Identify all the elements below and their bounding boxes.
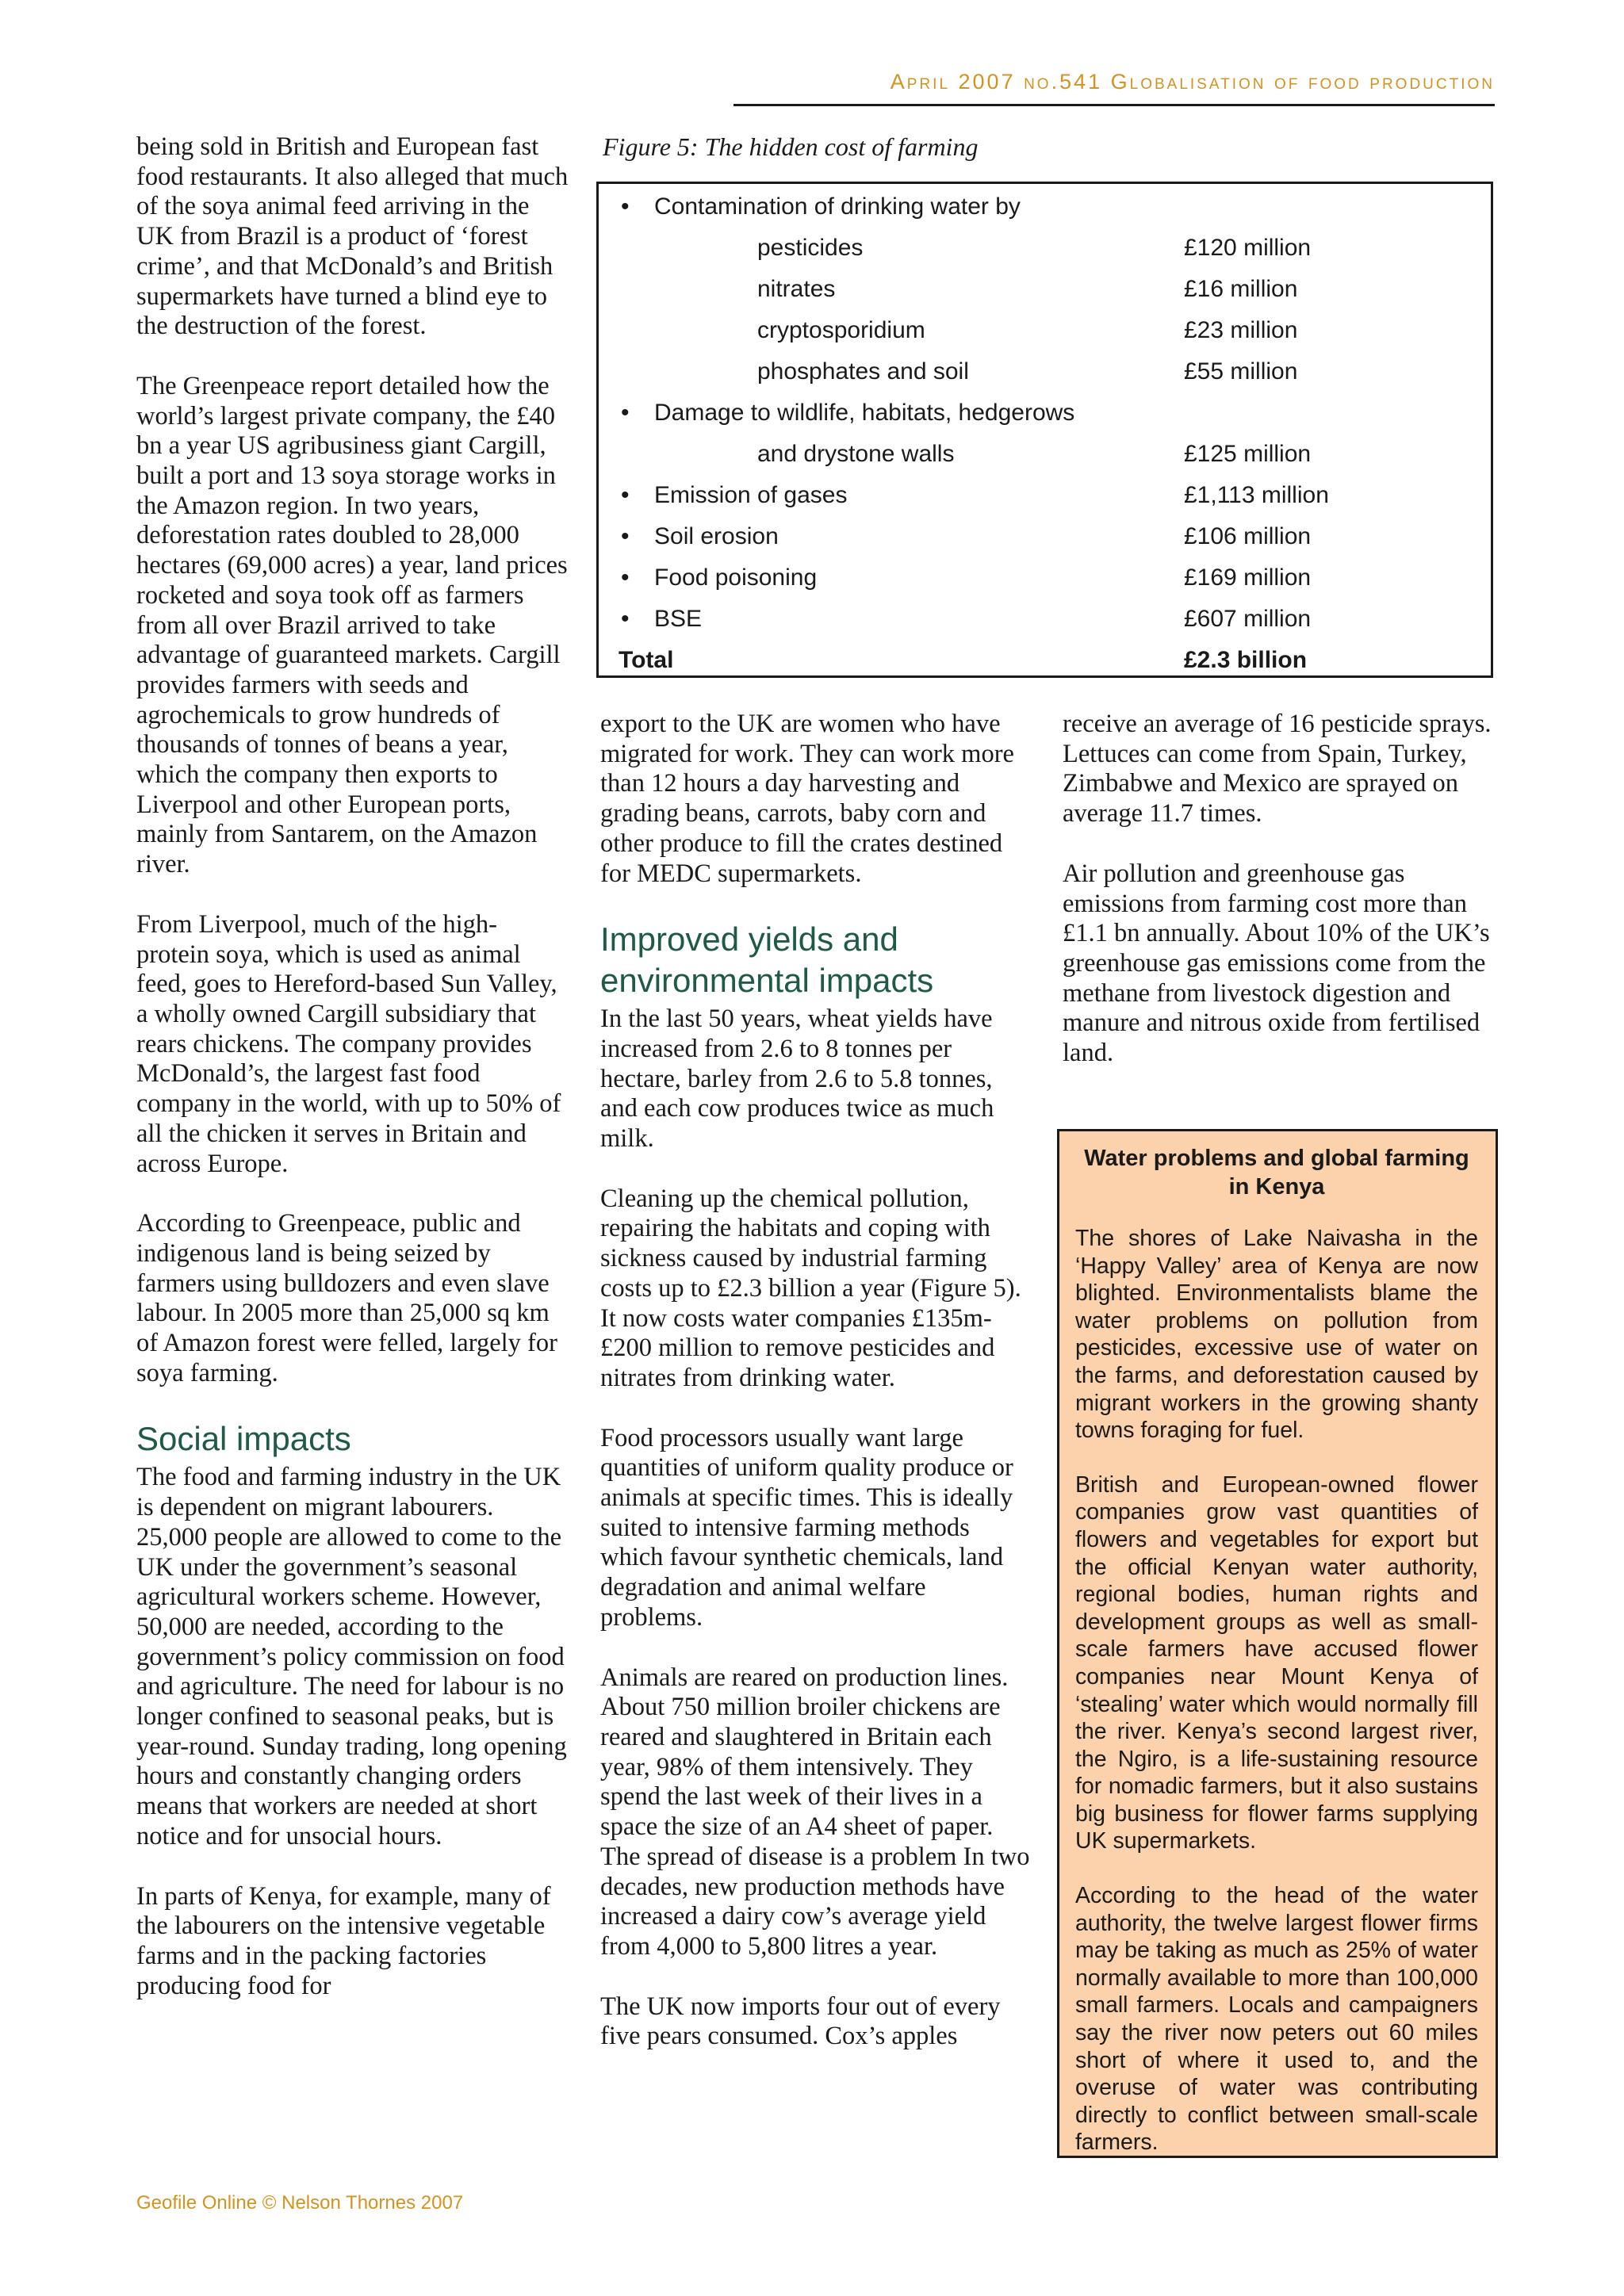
figure-total-amount: £2.3 billion bbox=[1184, 647, 1308, 673]
social-impacts-heading: Social impacts bbox=[136, 1420, 351, 1458]
col2-paragraph-4: Food processors usually want large quantities of uniform quality produce or animals at specific times. This is ideally suited to intensive farming methods which favour synthetic chemicals, land degradation and animal welfare problems. bbox=[600, 1423, 1013, 1632]
col3-paragraph-2: Air pollution and greenhouse gas emissions from farming cost more than £1.1 bn annually. About 10% of the UK’s greenhouse gas emissions come from the methane from livestock digestion and manure and nitrous oxide from fertilised land. bbox=[1063, 859, 1490, 1068]
column-2 bbox=[600, 710, 1032, 2052]
bullet-icon: • bbox=[621, 482, 630, 508]
figure-row-label: Soil erosion bbox=[654, 523, 779, 549]
figure-row-amount: £55 million bbox=[1184, 358, 1298, 385]
figure-row-amount: £120 million bbox=[1184, 235, 1312, 261]
kenya-box-paragraph-1: The shores of Lake Naivasha in the ‘Happy Valley’ area of Kenya are now blighted. Environmentalists blame the water problems on pollution from pesticides, excessive use of water on the farms, and deforestation caused by migrant workers in the growing shanty towns foraging for fuel. bbox=[1075, 1226, 1478, 1444]
figure-row-amount: £125 million bbox=[1184, 441, 1312, 467]
figure-row-label: BSE bbox=[654, 606, 703, 632]
figure-row-bse bbox=[599, 599, 1491, 640]
kenya-sidebar-box bbox=[1057, 1129, 1498, 2158]
figure-row-emission bbox=[599, 475, 1491, 516]
figure-row-label: Damage to wildlife, habitats, hedgerows bbox=[654, 400, 1075, 426]
bullet-icon: • bbox=[621, 193, 630, 220]
kenya-box-paragraph-2: British and European-owned flower companies grow vast quantities of flowers and vegetables for export but the official Kenyan water authority, regional bodies, human rights and development groups as well as small-scale farmers have accused flower companies near Mount Kenya of ‘stealing’ water which would normally fill the river. Kenya’s second largest river, the Ngiro, is a life-sustaining resource for nomadic farmers, but it also sustains big business for flower farms supplying UK supermarkets. bbox=[1075, 1471, 1478, 1854]
figure-caption: Figure 5: The hidden cost of farming bbox=[603, 132, 979, 161]
column-1 bbox=[136, 132, 569, 2001]
figure-row-label: Food poisoning bbox=[654, 564, 818, 591]
running-header: April 2007 no.541 Globalisation of food production bbox=[890, 70, 1495, 94]
column-3 bbox=[1063, 710, 1495, 1069]
figure-row-total bbox=[599, 640, 1491, 681]
figure-row-drystone bbox=[599, 434, 1491, 475]
figure-row-amount: £106 million bbox=[1184, 523, 1312, 549]
col2-paragraph-2: In the last 50 years, wheat yields have increased from 2.6 to 8 tonnes per hectare, barley from 2.6 to 5.8 tonnes, and each cow produces twice as much milk. bbox=[600, 1004, 994, 1154]
col1-paragraph-1: being sold in British and European fast food restaurants. It also alleged that much of the soya animal feed arriving in the UK from Brazil is a product of ‘forest crime’, and that McDonald’s and British supermarkets have turned a blind eye to the destruction of the forest. bbox=[136, 132, 569, 341]
figure-row-wildlife bbox=[599, 392, 1491, 434]
figure-row-amount: £1,113 million bbox=[1184, 482, 1329, 508]
figure-row-phosphates bbox=[599, 351, 1491, 392]
col2-paragraph-5: Animals are reared on production lines. About 750 million broiler chickens are reared and slaughtered in Britain each year, 98% of them intensively. They spend the last week of their lives in a space the size of an A4 sheet of paper. The spread of disease is a problem In two decades, new production methods have increased a dairy cow’s average yield from 4,000 to 5,800 litres a year. bbox=[600, 1663, 1030, 1961]
col1-paragraph-5: The food and farming industry in the UK is dependent on migrant labourers. 25,000 people are allowed to come to the UK under the government’s seasonal agricultural workers scheme. However, 50,000 are needed, according to the government’s policy commission on food and agriculture. The need for labour is no longer confined to seasonal peaks, but is year-round. Sunday trading, long opening hours and constantly changing orders means that workers are needed at short notice and for unsocial hours. bbox=[136, 1463, 567, 1850]
figure-row-cryptosporidium bbox=[599, 310, 1491, 351]
figure-row-amount: £16 million bbox=[1184, 276, 1298, 302]
col2-paragraph-1: export to the UK are women who have migrated for work. They can work more than 12 hours a day harvesting and grading beans, carrots, baby corn and other produce to fill the crates destined for MEDC supermarkets. bbox=[600, 710, 1014, 888]
figure-row-label: nitrates bbox=[757, 276, 836, 302]
figure-row-label: phosphates and soil bbox=[757, 358, 969, 385]
kenya-box-paragraph-3: According to the head of the water authority, the twelve largest flower firms may be taking as much as 25% of water normally available to more than 100,000 small farmers. Locals and campaigners say the river now peters out 60 miles short of where it used to, and the overuse of water was contributing directly to conflict between small-scale farmers. bbox=[1075, 1883, 1478, 2156]
figure-row-label: cryptosporidium bbox=[757, 317, 925, 343]
figure-row-pesticides bbox=[599, 228, 1491, 269]
figure-total-label: Total bbox=[619, 647, 674, 673]
bullet-icon: • bbox=[621, 400, 630, 426]
figure-row-nitrates bbox=[599, 269, 1491, 310]
figure-row-label: Contamination of drinking water by bbox=[654, 193, 1021, 220]
col2-paragraph-3: Cleaning up the chemical pollution, repairing the habitats and coping with sickness caused by industrial farming costs up to £2.3 billion a year (Figure 5). It now costs water companies £135m-£200 million to remove pesticides and nitrates from drinking water. bbox=[600, 1184, 1021, 1392]
col1-paragraph-6: In parts of Kenya, for example, many of the labourers on the intensive vegetable farms and in the packing factories producing food for bbox=[136, 1881, 551, 2000]
figure-row-water bbox=[599, 186, 1491, 228]
figure-row-label: and drystone walls bbox=[757, 441, 955, 467]
figure-cost-table bbox=[596, 182, 1493, 678]
figure-row-amount: £23 million bbox=[1184, 317, 1298, 343]
figure-row-label: Emission of gases bbox=[654, 482, 848, 508]
bullet-icon: • bbox=[621, 606, 630, 632]
figure-row-amount: £607 million bbox=[1184, 606, 1312, 632]
kenya-box-title: Water problems and global farming in Kenya bbox=[1084, 1146, 1469, 1200]
figure-row-label: pesticides bbox=[757, 235, 864, 261]
col1-paragraph-2: The Greenpeace report detailed how the world’s largest private company, the £40 bn a year US agribusiness giant Cargill, built a port and 13 soya storage works in the Amazon region. In two years, deforestation rates doubled to 28,000 hectares (69,000 acres) a year, land prices rocketed and soya took off as farmers from all over Brazil arrived to take advantage of guaranteed markets. Cargill provides farmers with seeds and agrochemicals to grow hundreds of thousands of tonnes of beans a year, which the company then exports to Liverpool and other European ports, mainly from Santarem, on the Amazon river. bbox=[136, 371, 568, 879]
footer-copyright: Geofile Online © Nelson Thornes 2007 bbox=[136, 2192, 464, 2214]
bullet-icon: • bbox=[621, 564, 630, 591]
bullet-icon: • bbox=[621, 523, 630, 549]
improved-yields-heading: Improved yields and environmental impacts bbox=[600, 920, 934, 1000]
figure-row-soil-erosion bbox=[599, 516, 1491, 557]
col3-paragraph-1: receive an average of 16 pesticide sprays. Lettuces can come from Spain, Turkey, Zimbabwe and Mexico are sprayed on average 11.7 times. bbox=[1063, 710, 1492, 828]
col1-paragraph-4: According to Greenpeace, public and indigenous land is being seized by farmers using bulldozers and even slave labour. In 2005 more than 25,000 sq km of Amazon forest were felled, largely for soya farming. bbox=[136, 1209, 557, 1387]
col2-paragraph-6: The UK now imports four out of every five pears consumed. Cox’s apples bbox=[600, 1992, 1001, 2051]
col1-paragraph-3: From Liverpool, much of the high-protein soya, which is used as animal feed, goes to Hereford-based Sun Valley, a wholly owned Cargill subsidiary that rears chickens. The company provides McDonald’s, the largest fast food company in the world, with up to 50% of all the chicken it serves in Britain and across Europe. bbox=[136, 909, 561, 1178]
figure-row-food-poisoning bbox=[599, 557, 1491, 599]
figure-row-amount: £169 million bbox=[1184, 564, 1312, 591]
header-rule bbox=[733, 104, 1495, 106]
